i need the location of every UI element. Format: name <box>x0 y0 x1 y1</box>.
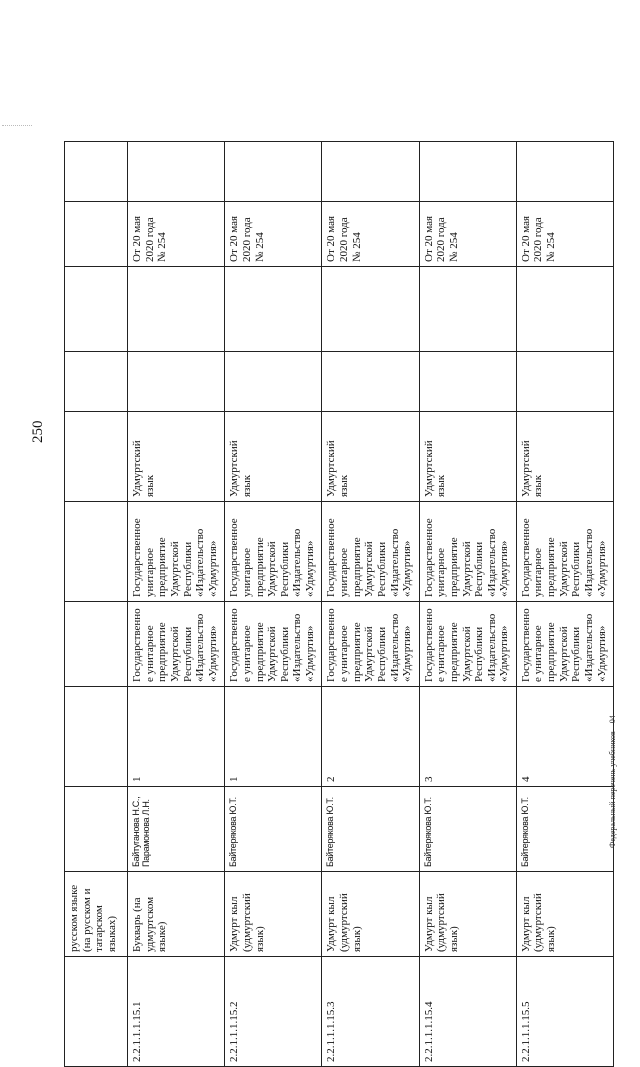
page-number: 250 <box>30 420 46 443</box>
cell-developer <box>65 602 128 687</box>
cell-empty-3 <box>225 142 322 202</box>
cell-empty-3 <box>516 142 613 202</box>
cell-code: 2.2.1.1.1.15.3 <box>322 957 419 1067</box>
cell-empty-3 <box>322 142 419 202</box>
cell-code <box>65 957 128 1067</box>
cell-publisher: Государственное унитарное предприятие Удмуртской Республики «Издательство «Удмуртия» <box>225 502 322 602</box>
cell-empty-2 <box>516 267 613 352</box>
cell-grade: 1 <box>128 687 225 787</box>
cell-code: 2.2.1.1.1.15.1 <box>128 957 225 1067</box>
textbook-list-table <box>64 26 614 1067</box>
cell-empty-1 <box>419 352 516 412</box>
cell-code: 2.2.1.1.1.15.4 <box>419 957 516 1067</box>
cell-empty-2 <box>419 267 516 352</box>
cell-empty-1 <box>128 352 225 412</box>
cell-publisher: Государственное унитарное предприятие Удмуртской Республики «Издательство «Удмуртия» <box>419 502 516 602</box>
cell-title: Удмурт кыл (удмуртский язык) <box>419 872 516 957</box>
cell-empty-1 <box>322 352 419 412</box>
cell-empty-3 <box>65 142 128 202</box>
cell-grade: 2 <box>322 687 419 787</box>
table-row <box>419 27 516 1067</box>
cell-title: Удмурт кыл (удмуртский язык) <box>225 872 322 957</box>
cell-authors: Байтерякова Ю.Т. <box>225 787 322 872</box>
cell-order: От 20 мая 2020 года № 254 <box>322 202 419 267</box>
cell-publisher: Государственное унитарное предприятие Удмуртской Республики «Издательство «Удмуртия» <box>322 502 419 602</box>
cell-authors: Байтуганова Н.С., Парамонова Л.Н. <box>128 787 225 872</box>
rotated-table-container <box>64 27 614 1067</box>
cell-empty-3 <box>419 142 516 202</box>
table-row <box>128 27 225 1067</box>
page-footer: Федеральный перечень учебников – 04 <box>608 715 617 848</box>
cell-empty-3 <box>128 142 225 202</box>
cell-developer: Государственное унитарное предприятие Удмуртской Республики «Издательство «Удмуртия» <box>419 602 516 687</box>
cell-title: русском языке (на русском и татарском языках) <box>65 872 128 957</box>
cell-grade: 1 <box>225 687 322 787</box>
cell-language <box>65 412 128 502</box>
cell-language: Удмуртский язык <box>128 412 225 502</box>
cell-authors: Байтерякова Ю.Т. <box>419 787 516 872</box>
cell-grade <box>65 687 128 787</box>
cell-order <box>65 202 128 267</box>
cell-empty-1 <box>65 352 128 412</box>
cell-language: Удмуртский язык <box>225 412 322 502</box>
cell-order: От 20 мая 2020 года № 254 <box>128 202 225 267</box>
cell-authors <box>65 787 128 872</box>
cell-grade: 4 <box>516 687 613 787</box>
cell-developer: Государственное унитарное предприятие Удмуртской Республики «Издательство «Удмуртия» <box>128 602 225 687</box>
cell-authors: Байтерякова Ю.Т. <box>516 787 613 872</box>
table-row <box>322 27 419 1067</box>
cell-language: Удмуртский язык <box>516 412 613 502</box>
cell-grade: 3 <box>419 687 516 787</box>
cell-language: Удмуртский язык <box>322 412 419 502</box>
cell-empty-2 <box>225 267 322 352</box>
cell-developer: Государственное унитарное предприятие Удмуртской Республики «Издательство «Удмуртия» <box>225 602 322 687</box>
cell-code: 2.2.1.1.1.15.5 <box>516 957 613 1067</box>
cell-developer: Государственное унитарное предприятие Удмуртской Республики «Издательство «Удмуртия» <box>516 602 613 687</box>
cell-empty-2 <box>322 267 419 352</box>
cell-order: От 20 мая 2020 года № 254 <box>225 202 322 267</box>
cell-title: Удмурт кыл (удмуртский язык) <box>322 872 419 957</box>
table-row <box>225 27 322 1067</box>
cell-publisher <box>65 502 128 602</box>
table-row <box>516 27 613 1067</box>
cell-order: От 20 мая 2020 года № 254 <box>419 202 516 267</box>
cell-title: Букварь (на удмуртском языке) <box>128 872 225 957</box>
scan-artifact <box>2 125 32 127</box>
cell-title: Удмурт кыл (удмуртский язык) <box>516 872 613 957</box>
cell-empty-1 <box>516 352 613 412</box>
cell-publisher: Государственное унитарное предприятие Удмуртской Республики «Издательство «Удмуртия» <box>516 502 613 602</box>
cell-code: 2.2.1.1.1.15.2 <box>225 957 322 1067</box>
cell-language: Удмуртский язык <box>419 412 516 502</box>
cell-empty-2 <box>65 267 128 352</box>
table-row-continued <box>65 27 128 1067</box>
cell-empty-2 <box>128 267 225 352</box>
cell-publisher: Государственное унитарное предприятие Удмуртской Республики «Издательство «Удмуртия» <box>128 502 225 602</box>
cell-order: От 20 мая 2020 года № 254 <box>516 202 613 267</box>
cell-developer: Государственное унитарное предприятие Удмуртской Республики «Издательство «Удмуртия» <box>322 602 419 687</box>
cell-empty-1 <box>225 352 322 412</box>
cell-authors: Байтерякова Ю.Т. <box>322 787 419 872</box>
